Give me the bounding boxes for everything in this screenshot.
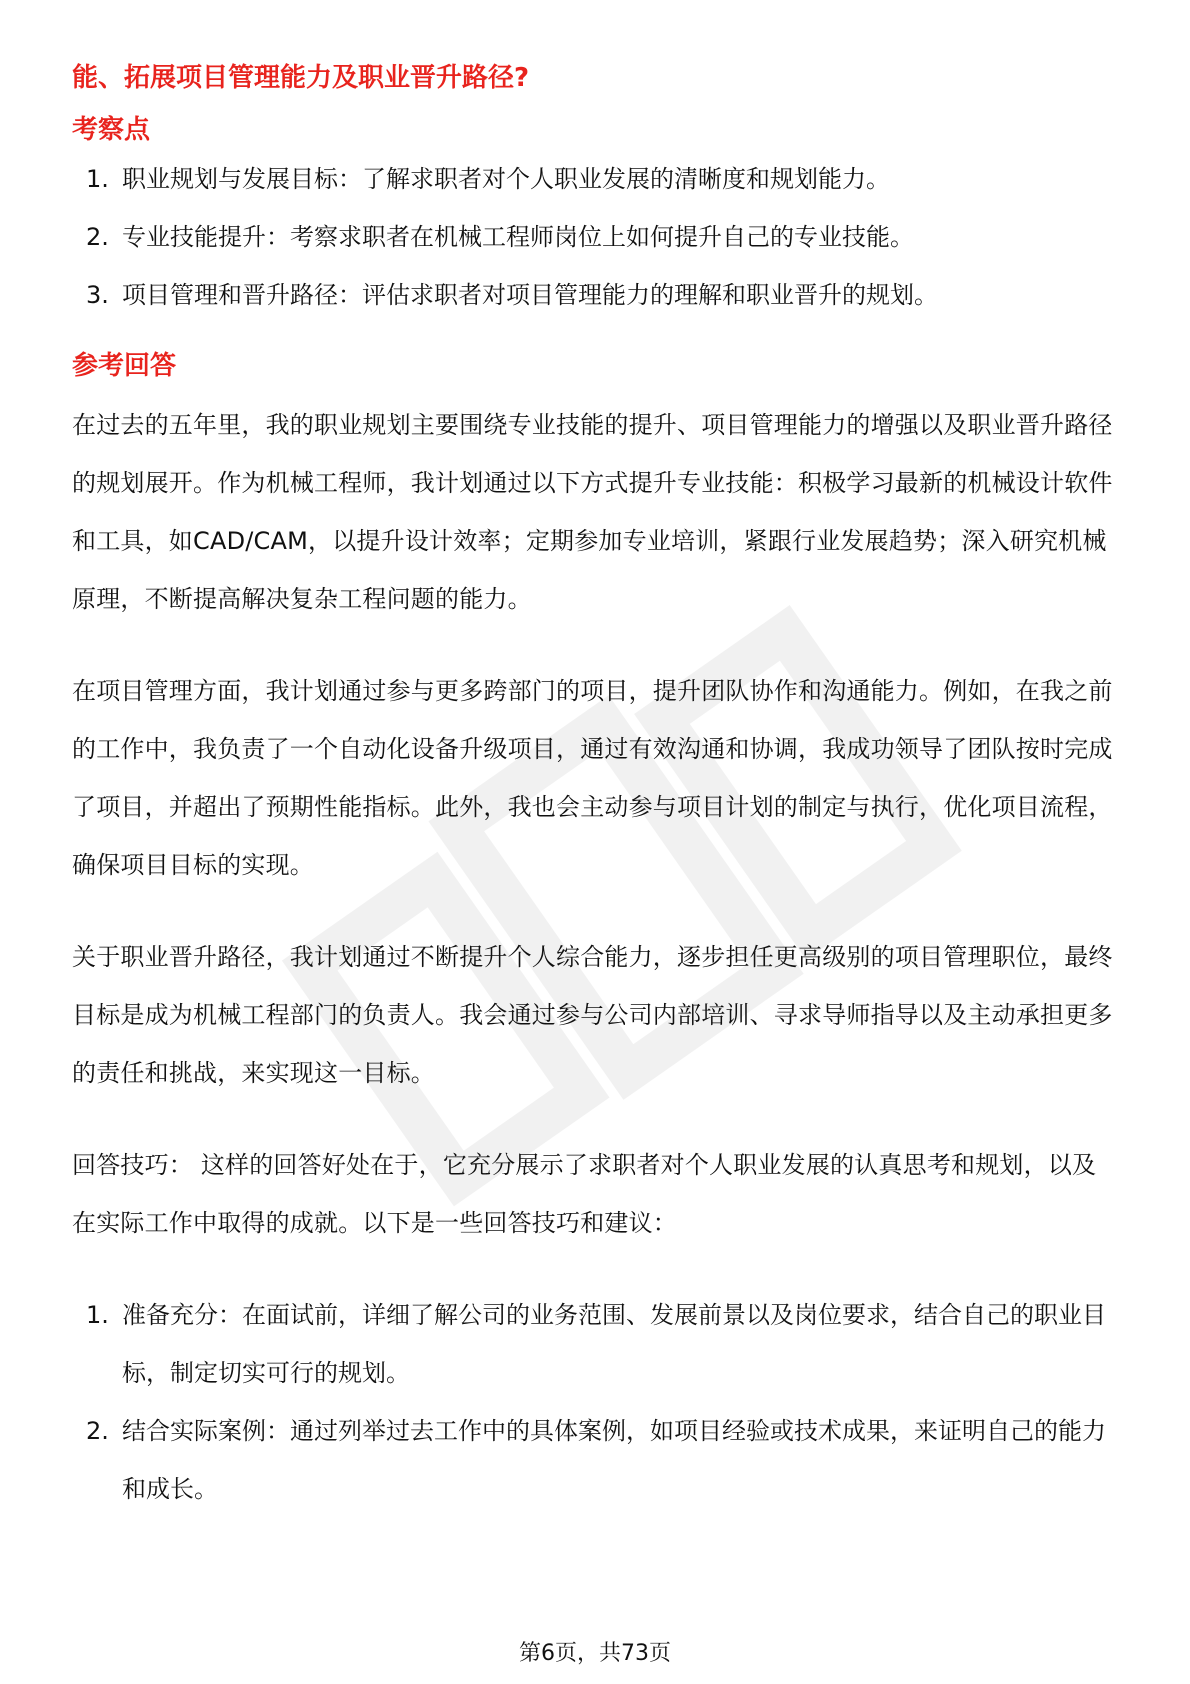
list-item xyxy=(72,1286,1118,1402)
paragraph: 在过去的五年里，我的职业规划主要围绕专业技能的提升、项目管理能力的增强以及职业晋升路径的规划展开。作为机械工程师，我计划通过以下方式提升专业技能：积极学习最新的机械设计软件和工具，如CAD/CAM，以提升设计效率；定期参加专业培训，紧跟行业发展趋势；深入研究机械原理，不断提高解决复杂工程问题的能力。 xyxy=(72,411,1113,613)
paragraph: 在项目管理方面，我计划通过参与更多跨部门的项目，提升团队协作和沟通能力。例如，在我之前的工作中，我负责了一个自动化设备升级项目，通过有效沟通和协调，我成功领导了团队按时完成了项目，并超出了预期性能指标。此外，我也会主动参与项目计划的制定与执行，优化项目流程，确保项目目标的实现。 xyxy=(72,677,1113,879)
question-continuation: 能、拓展项目管理能力及职业晋升路径? xyxy=(72,63,530,93)
list-text: 结合实际案例：通过列举过去工作中的具体案例，如项目经验或技术成果，来证明自己的能力和成长。 xyxy=(122,1417,1106,1503)
list-number: 1. xyxy=(86,1301,109,1329)
list-text: 专业技能提升：考察求职者在机械工程师岗位上如何提升自己的专业技能。 xyxy=(122,223,914,251)
list-number: 3. xyxy=(86,281,109,309)
list-item xyxy=(72,150,1118,208)
paragraph: 回答技巧： 这样的回答好处在于，它充分展示了求职者对个人职业发展的认真思考和规划，以及在实际工作中取得的成就。以下是一些回答技巧和建议： xyxy=(72,1151,1097,1237)
list-number: 2. xyxy=(86,1417,109,1445)
list-number: 1. xyxy=(86,165,109,193)
tips-list xyxy=(72,1286,1118,1518)
list-text: 准备充分：在面试前，详细了解公司的业务范围、发展前景以及岗位要求，结合自己的职业目标，制定切实可行的规划。 xyxy=(122,1301,1106,1387)
list-item xyxy=(72,1402,1118,1518)
page-footer: 第6页，共73页 xyxy=(519,1641,671,1666)
points-title: 考察点 xyxy=(72,115,151,145)
points-list xyxy=(72,150,1118,324)
content-area xyxy=(72,58,1118,1518)
list-text: 职业规划与发展目标：了解求职者对个人职业发展的清晰度和规划能力。 xyxy=(122,165,890,193)
list-item xyxy=(72,266,1118,324)
list-text: 项目管理和晋升路径：评估求职者对项目管理能力的理解和职业晋升的规划。 xyxy=(122,281,938,309)
answer-title: 参考回答 xyxy=(72,351,177,381)
list-item xyxy=(72,208,1118,266)
list-number: 2. xyxy=(86,223,109,251)
paragraph: 关于职业晋升路径，我计划通过不断提升个人综合能力，逐步担任更高级别的项目管理职位，最终目标是成为机械工程部门的负责人。我会通过参与公司内部培训、寻求导师指导以及主动承担更多的责任和挑战，来实现这一目标。 xyxy=(72,943,1113,1087)
